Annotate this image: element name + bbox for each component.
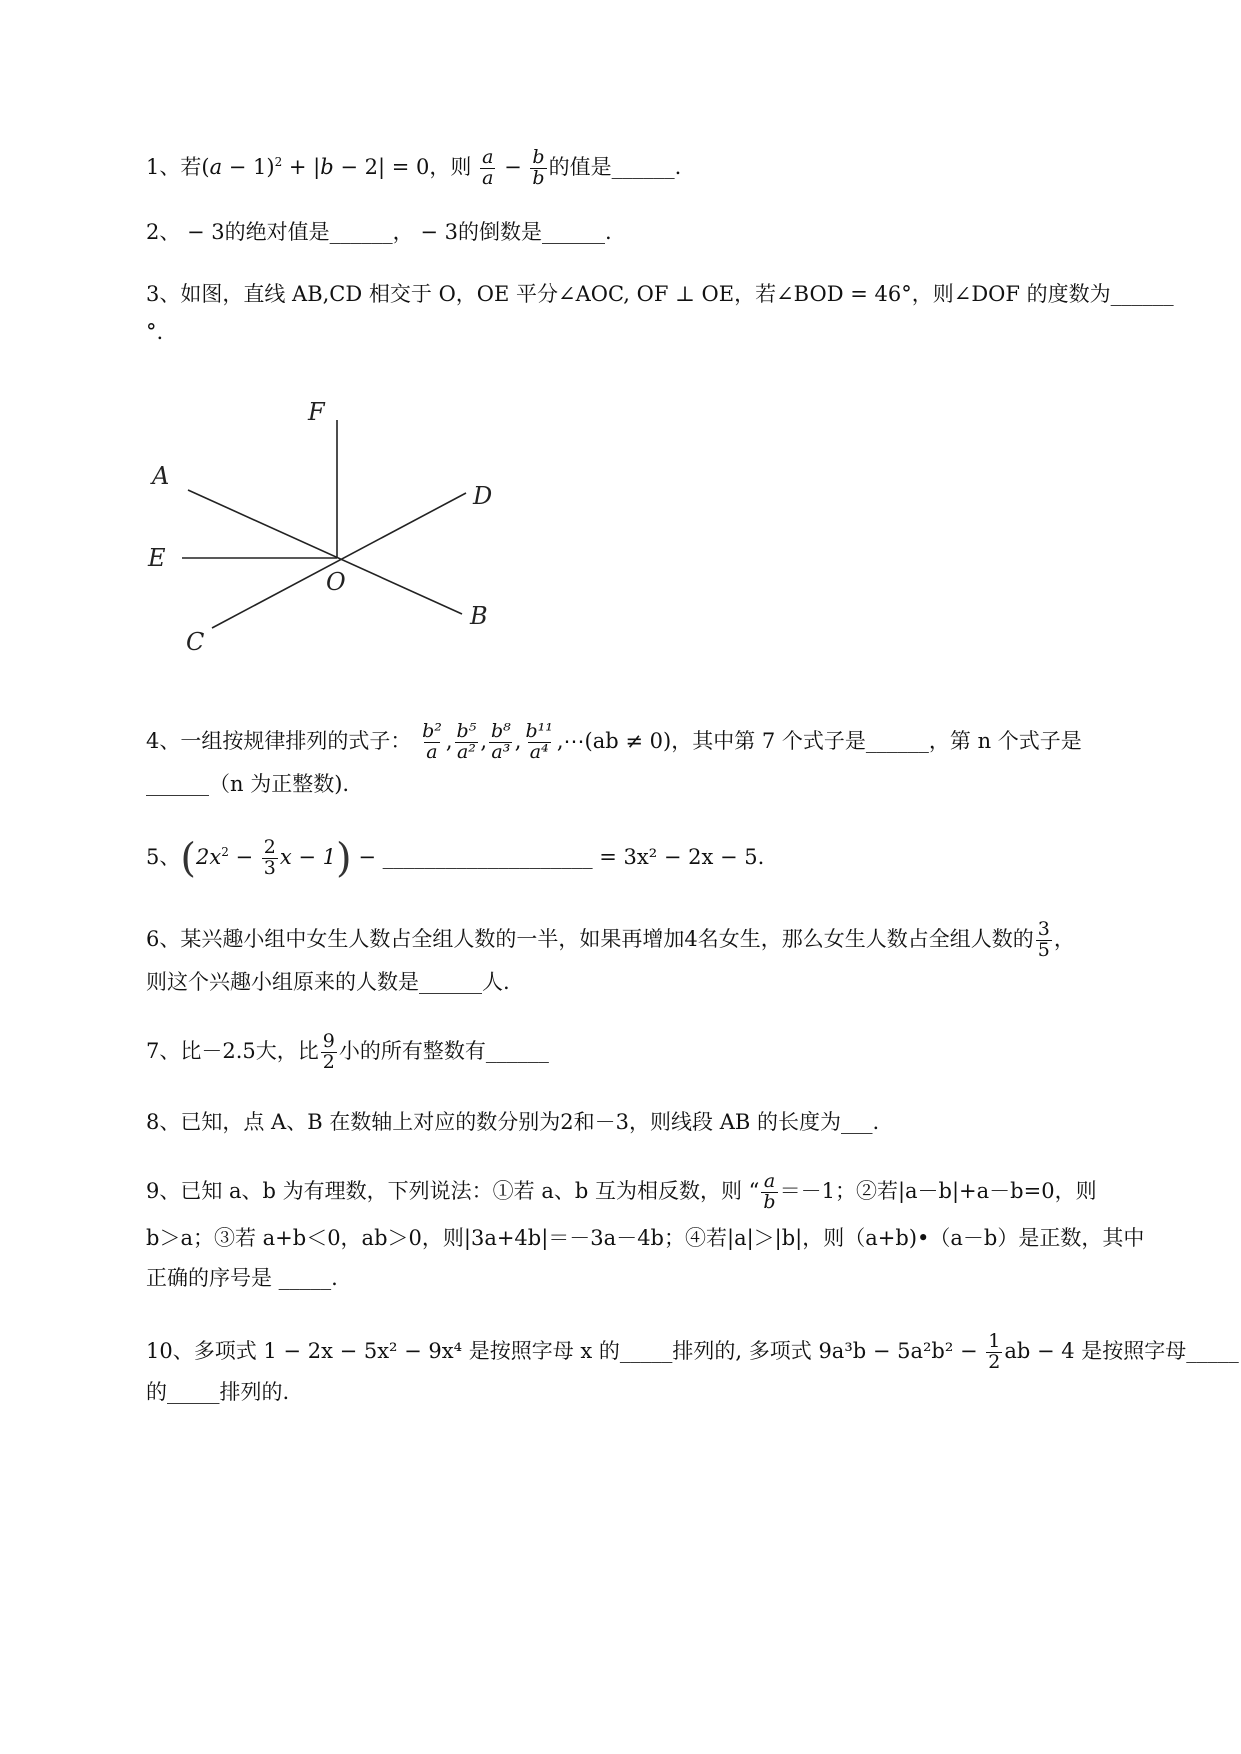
q4-t1-num: b²	[422, 720, 442, 742]
q4-term-1	[420, 722, 444, 763]
q6-comma: ，	[1053, 926, 1075, 951]
q4-t2-den: a²	[456, 740, 476, 763]
label-O: O	[326, 568, 346, 596]
q9-frac-den: b	[763, 1190, 776, 1213]
question-2: 2、 − 3的绝对值是______， − 3的倒数是______.	[146, 220, 612, 244]
q1-exponent: 2	[274, 154, 283, 169]
q10-fraction	[986, 1332, 1002, 1373]
q1-var-b: b	[320, 154, 334, 179]
q1-mid1: − 1)	[222, 154, 275, 179]
q9-fraction	[761, 1172, 777, 1213]
q4-t2-num: b⁵	[456, 720, 477, 742]
q1-fraction-a	[480, 148, 495, 189]
q5-exponent: 2	[221, 844, 229, 859]
q7-frac-num: 9	[322, 1030, 335, 1052]
label-F: F	[308, 398, 325, 426]
q5-right-paren: )	[336, 835, 352, 882]
q6-frac-den: 5	[1037, 938, 1050, 961]
line-AB	[188, 490, 462, 614]
q4-term-4	[523, 722, 554, 763]
q5-frac-den: 3	[263, 856, 276, 879]
q4-t3-den: a³	[491, 740, 511, 763]
q1-frac-b-den: b	[532, 166, 545, 189]
q7-suffix: 小的所有整数有______	[338, 1038, 549, 1063]
q5-prefix: 5、	[146, 844, 181, 869]
q10-prefix: 10、多项式 1 − 2x − 5x² − 9x⁴ 是按照字母 x 的_____排列的, 多项式 9a³b − 5a²b² −	[146, 1338, 985, 1363]
question-1: 1、若$(a - 1)^2 + |b - 2| = 0$，则 $\frac{a}{a}$ − $\frac{b}{b}$ 的值是______.	[146, 146, 682, 189]
q1-mid3: − 2| = 0，则	[333, 154, 472, 179]
q4-term-2	[455, 722, 479, 763]
q1-suffix: 的值是______.	[548, 154, 682, 179]
q4-t4-den: a⁴	[529, 740, 549, 763]
q10-frac-num: 1	[988, 1330, 1001, 1352]
q4-t1-den: a	[426, 740, 438, 763]
question-4-line-2: ______（n 为正整数).	[146, 772, 350, 796]
q1-frac-a-num: a	[482, 146, 494, 168]
question-9-line-1	[146, 1172, 1161, 1213]
question-6-line-1	[146, 920, 1161, 961]
q7-frac-den: 2	[322, 1050, 335, 1073]
q1-prefix: 1、若(	[146, 154, 210, 179]
q7-prefix: 7、比－2.5大，比	[146, 1038, 319, 1063]
question-8: 8、已知，点 A、B 在数轴上对应的数分别为2和－3，则线段 AB 的长度为___.	[146, 1110, 880, 1134]
q5-frac-num: 2	[263, 836, 276, 858]
q6-frac-num: 3	[1037, 918, 1050, 940]
question-9-line-3: 正确的序号是 _____.	[146, 1266, 338, 1290]
label-C: C	[186, 628, 205, 656]
geometry-figure	[140, 390, 560, 680]
q9-suffix: ＝－1；②若|a－b|+a－b=0，则	[779, 1178, 1097, 1203]
question-9-line-2: b＞a；③若 a+b＜0，ab＞0，则|3a+4b|＝－3a－4b；④若|a|＞|b|，则（a+b)•（a－b）是正数，其中	[146, 1226, 1145, 1250]
q6-fraction	[1036, 920, 1052, 961]
q7-fraction	[321, 1032, 337, 1073]
question-10-line-2: 的_____排列的.	[146, 1380, 290, 1404]
q10-frac-den: 2	[988, 1350, 1001, 1373]
label-D: D	[473, 482, 493, 510]
q6-line1-text: 6、某兴趣小组中女生人数占全组人数的一半，如果再增加4名女生，那么女生人数占全组人数的	[146, 926, 1034, 951]
line-CD	[212, 493, 466, 628]
q4-t3-num: b⁸	[491, 720, 511, 742]
q1-mid2: + |	[282, 154, 321, 179]
q4-mid: ,⋯(ab ≠ 0)，其中第 7 个式子是______，第 n 个式子是	[556, 728, 1082, 753]
question-3-line-2: °.	[146, 320, 164, 344]
q5-fraction	[262, 838, 278, 879]
question-10-line-1	[146, 1330, 1239, 1373]
q1-fraction-b	[530, 148, 546, 189]
label-B: B	[470, 602, 488, 630]
question-6-line-2: 则这个兴趣小组原来的人数是______人.	[146, 970, 510, 994]
q5-suffix: − ____________________ = 3x² − 2x − 5.	[351, 844, 765, 869]
q5-term-c: x − 1	[279, 844, 337, 869]
q10-suffix: ab − 4 是按照字母_____	[1004, 1338, 1239, 1363]
question-4-line-1: 4、一组按规律排列的式子： $\frac{\text{b²}}{a}$ , $\frac{\text{b⁵}}{\text{a²}}$ , $\frac{\text{b⁸}}{\text{a³}}$ , $\frac{\text{b¹¹}}{\text{a⁴}}$ ,⋯(ab ≠ 0)，其中第 7 个式子是______，第 n 个式子是	[146, 720, 1082, 763]
question-5	[146, 835, 1161, 882]
q1-var-a: a	[209, 154, 223, 179]
q9-frac-num: a	[763, 1170, 776, 1192]
q4-term-3	[489, 722, 513, 763]
q1-frac-a-den: a	[482, 166, 494, 189]
question-7	[146, 1032, 1161, 1073]
q5-minus: −	[228, 844, 260, 869]
label-E: E	[148, 544, 166, 572]
q9-prefix: 9、已知 a、b 为有理数，下列说法：①若 a、b 互为相反数，则 “	[146, 1178, 760, 1203]
q1-frac-b-num: b	[532, 146, 545, 168]
q4-t4-num: b¹¹	[525, 720, 553, 742]
q4-prefix: 4、一组按规律排列的式子：	[146, 728, 412, 753]
question-3-line-1: 3、如图，直线 AB,CD 相交于 O，OE 平分∠AOC, OF ⊥ OE，若∠BOD = 46°，则∠DOF 的度数为______	[146, 282, 1174, 306]
q5-left-paren: (	[180, 835, 196, 882]
q5-term-a: 2x	[195, 844, 222, 869]
label-A: A	[152, 462, 170, 490]
